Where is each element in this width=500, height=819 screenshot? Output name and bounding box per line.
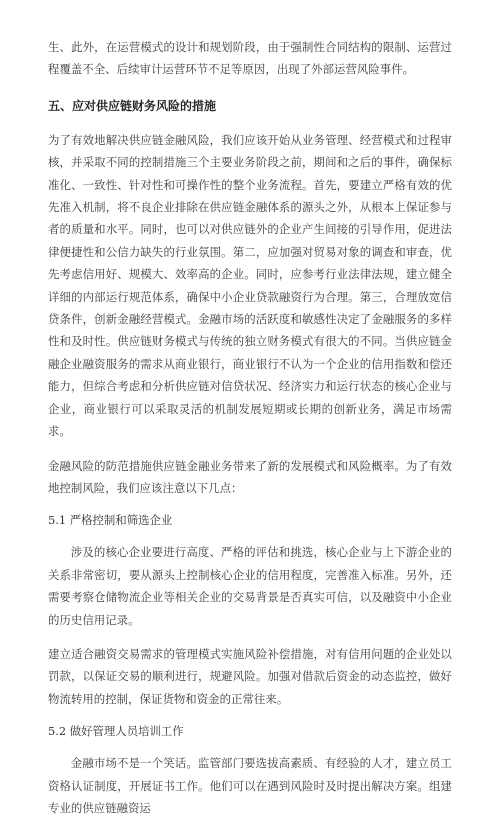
paragraph-core-enterprise: 涉及的核心企业要进行高度、严格的评估和挑选，核心企业与上下游企业的关系非常密切，要从源头上控制核心企业的信用程度，完善准入标准。另外，还需要考察仓储物流企业等相关企业的交易背景是否真实可信，以及融资中小企业的历史信用记录。 (48, 545, 452, 627)
section-heading-5: 五、应对供应链财务风险的措施 (48, 98, 217, 113)
subsection-heading-5-2: 5.2 做好管理人员培训工作 (48, 724, 184, 739)
paragraph-measures: 为了有效地解决供应链金融风险，我们应该开始从业务管理、经营模式和过程审核，并采取不同的控制措施三个主要业务阶段之前，期间和之后的事件，确保标准化、一致性、针对性和可操作性的整个业务流程。首先，要建立严格有效的优先准入机制，将不良企业排除在供应链金融体系的源头之外，从根本上保证参与者的质量和水平。同时，也可以对供应链外的企业产生间接的引导作用，促进法律便捷性和公信力缺失的行业氛围。第二，应加强对贸易对象的调查和审查，优先考虑信用好、规模大、效率高的企业。同时，应参考行业法律法规，建立健全详细的内部运行规范体系，确保中小企业贷款融资行为合理。第三，合理放宽信贷条件，创新金融经营模式。金融市场的活跃度和敏感性决定了金融服务的多样性和及时性。供应链财务模式与传统的独立财务模式有很大的不同。当供应链金融企业融资服务的需求从商业银行，商业银行不认为一个企业的信用指数和偿还能力，但综合考虑和分析供应链对信贷状况、经济实力和运行状态的核心企业与企业，商业银行可以采取灵活的机制发展短期或长期的创新业务，满足市场需求。 (48, 132, 452, 439)
paragraph-continuation: 生、此外，在运营模式的设计和规划阶段，由于强制性合同结构的限制、运营过程覆盖不全、后续审计运营环节不足等原因，出现了外部运营风险事件。 (48, 40, 452, 77)
subsection-heading-5-1: 5.1 严格控制和筛选企业 (48, 513, 173, 528)
paragraph-prevention: 金融风险的防范措施供应链金融业务带来了新的发展模式和风险概率。为了有效地控制风险，我们应该注意以下几点： (48, 458, 452, 495)
paragraph-training: 金融市场不是一个笑话。监管部门要选拔高素质、有经验的人才，建立员工资格认证制度，开展证书工作。他们可以在遇到风险时及时提出解决方案。组建专业的供应链融资运 (48, 756, 452, 815)
paragraph-risk-compensation: 建立适合融资交易需求的管理模式实施风险补偿措施，对有信用问题的企业处以罚款，以保证交易的顺利进行，规避风险。加强对借款后资金的动态监控，做好物流转用的控制，保证货物和资金的正常往来。 (48, 646, 452, 706)
